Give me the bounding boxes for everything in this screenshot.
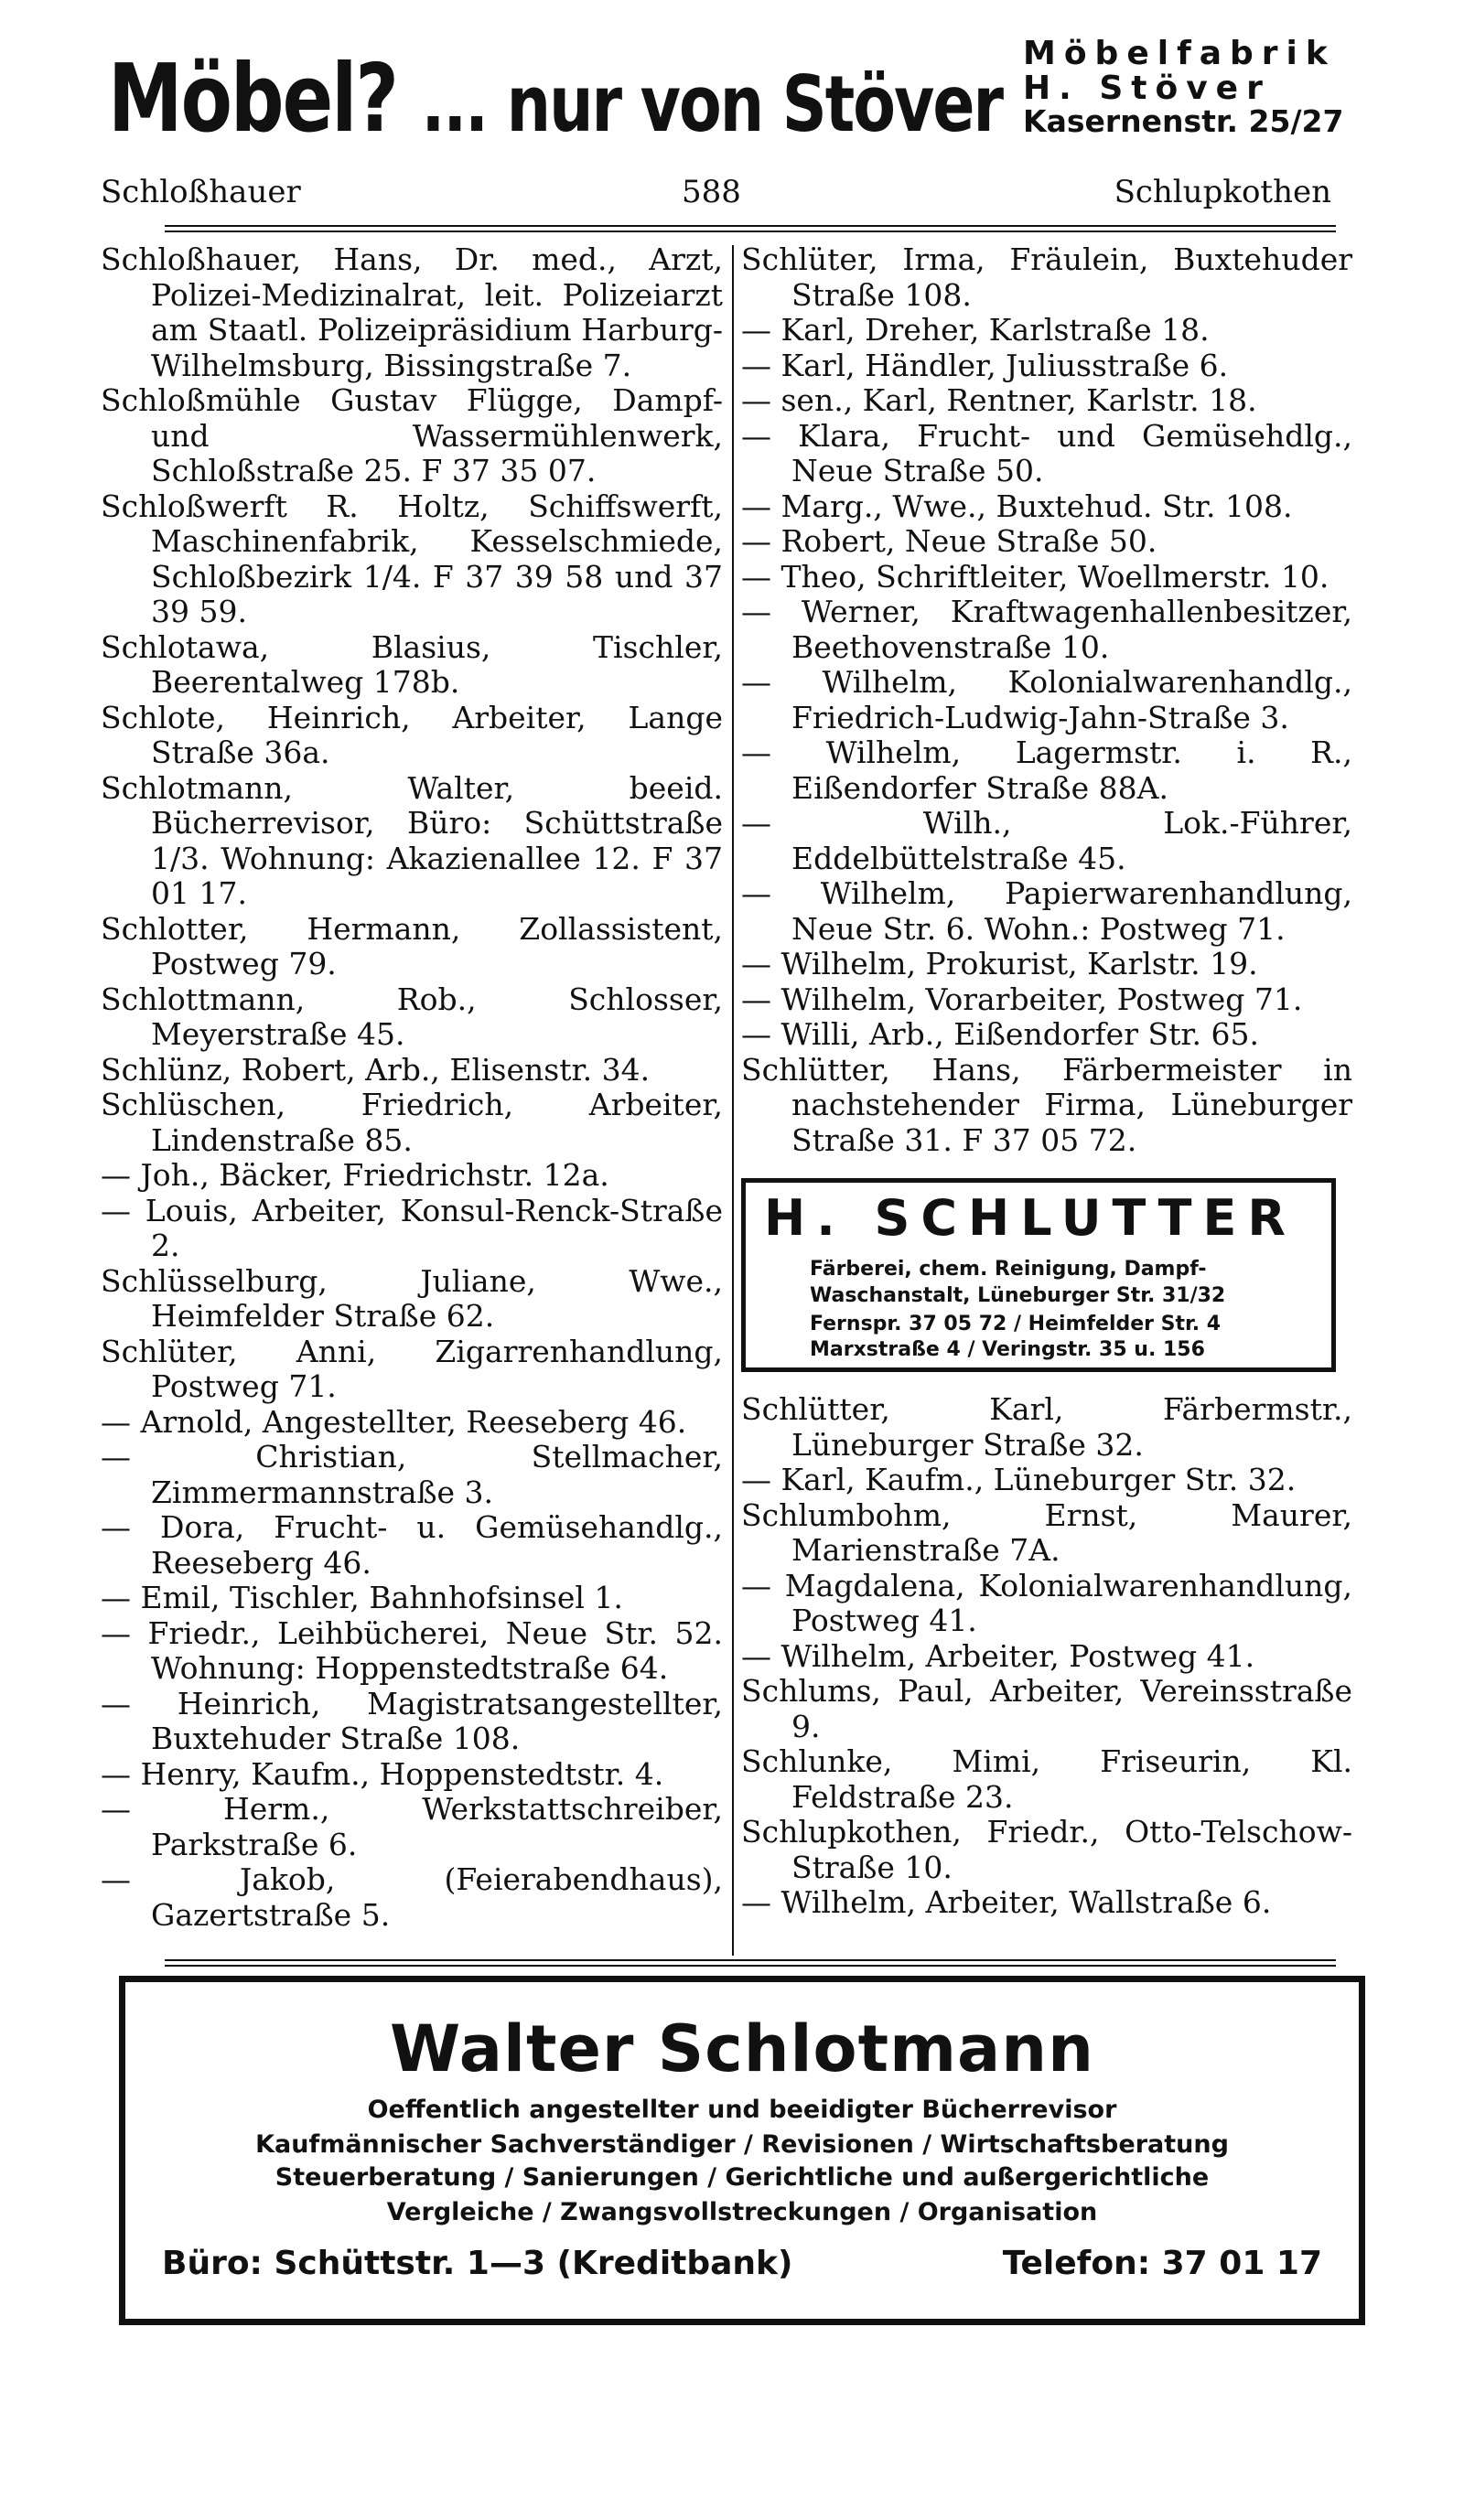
schlotmann-ad-office: Büro: Schüttstr. 1—3 (Kreditbank) — [162, 2245, 793, 2282]
directory-entry: — Wilh., Lok.-Führer, Eddelbüttelstraße 45. — [741, 805, 1352, 876]
directory-entry: Schlupkothen, Friedr., Otto-Telschow-Straße 10. — [741, 1814, 1352, 1885]
ad-firm-address: Kasernenstr. 25/27 — [1023, 102, 1344, 139]
schlutter-ad-line: Fernspr. 37 05 72 / Heimfelder Str. 4 — [810, 1313, 1222, 1335]
directory-entry: — Wilhelm, Papierwarenhandlung, Neue Str. 6. Wohn.: Postweg 71. — [741, 875, 1352, 947]
directory-entry: — Henry, Kaufm., Hoppenstedtstr. 4. — [101, 1755, 664, 1792]
footer-rule — [165, 1959, 1336, 1967]
directory-entry: — Joh., Bäcker, Friedrichstr. 12a. — [101, 1157, 609, 1193]
directory-entry: — Karl, Händler, Juliusstraße 6. — [741, 347, 1229, 383]
ad-firm-name: H. Stöver — [1023, 69, 1271, 107]
directory-entry: Schlüter, Anni, Zigarrenhandlung, Postweg 71. — [101, 1333, 723, 1404]
directory-entry: — Herm., Werkstattschreiber, Parkstraße 6. — [101, 1791, 723, 1862]
directory-entry: — Wilhelm, Vorarbeiter, Postweg 71. — [741, 981, 1303, 1017]
directory-entry: Schlotter, Hermann, Zollassistent, Postweg 79. — [101, 910, 723, 981]
directory-entry: Schlottmann, Rob., Schlosser, Meyerstraße 45. — [101, 981, 723, 1052]
schlotmann-ad-phone: Telefon: 37 01 17 — [1002, 2245, 1322, 2282]
right-column-bottom-entries — [741, 1392, 1352, 1921]
directory-entry: — Wilhelm, Prokurist, Karlstr. 19. — [741, 946, 1258, 981]
column-divider — [732, 245, 734, 1956]
directory-entry: Schlüter, Irma, Fräulein, Buxtehuder Straße 108. — [741, 241, 1352, 313]
directory-entry: — Arnold, Angestellter, Reeseberg 46. — [101, 1403, 687, 1440]
ad-slogan-main: Möbel? — [108, 45, 397, 154]
directory-entry: Schlotmann, Walter, beeid. Bücherrevisor, Büro: Schüttstraße 1/3. Wohnung: Akazienallee 12. F 37 01 17. — [101, 769, 723, 911]
directory-entry: Schlünz, Robert, Arb., Elisenstr. 34. — [101, 1051, 651, 1088]
schlotmann-advertisement — [119, 1976, 1365, 2325]
page-number: 588 — [682, 174, 741, 210]
schlotmann-ad-line: Steuerberatung / Sanierungen / Gerichtliche und außergerichtliche — [274, 2163, 1210, 2192]
directory-entry: Schloßwerft R. Holtz, Schiffswerft, Maschinenfabrik, Kesselschmiede, Schloßbezirk 1/4. F 37 39 58 und 37 39 59. — [101, 488, 723, 629]
directory-entry: Schlüsselburg, Juliane, Wwe., Heimfelder Straße 62. — [101, 1262, 723, 1334]
schlutter-ad-line: Waschanstalt, Lüneburger Str. 31/32 — [810, 1284, 1226, 1307]
directory-entry: — sen., Karl, Rentner, Karlstr. 18. — [741, 382, 1257, 418]
directory-entry: Schlütter, Hans, Färbermeister in nachstehender Firma, Lüneburger Straße 31. F 37 05 72. — [741, 1051, 1352, 1158]
right-column — [741, 242, 1352, 1921]
directory-entry: — Marg., Wwe., Buxtehud. Str. 108. — [741, 488, 1293, 524]
top-advertisement — [108, 35, 1344, 165]
ad-firm-type: Möbelfabrik — [1023, 35, 1336, 72]
schlutter-advertisement — [741, 1178, 1336, 1372]
directory-entry: — Theo, Schriftleiter, Woellmerstr. 10. — [741, 558, 1329, 595]
running-header — [101, 174, 1331, 220]
schlutter-ad-title: H. SCHLUTTER — [764, 1189, 1297, 1247]
directory-entry: — Wilhelm, Lagermstr. i. R., Eißendorfer Straße 88A. — [741, 735, 1352, 806]
directory-entry: — Magdalena, Kolonialwarenhandlung, Postweg 41. — [741, 1567, 1352, 1638]
schlotmann-ad-line: Kaufmännischer Sachverständiger / Revisionen / Wirtschaftsberatung — [255, 2130, 1229, 2159]
schlutter-ad-line: Färberei, chem. Reinigung, Dampf- — [810, 1258, 1207, 1281]
directory-entry: — Werner, Kraftwagenhallenbesitzer, Beethovenstraße 10. — [741, 594, 1352, 665]
schlutter-ad-line: Marxstraße 4 / Veringstr. 35 u. 156 — [810, 1338, 1205, 1361]
directory-entry: Schlunke, Mimi, Friseurin, Kl. Feldstraße 23. — [741, 1743, 1352, 1815]
directory-entry: — Karl, Dreher, Karlstraße 18. — [741, 312, 1210, 348]
directory-entry: Schlütter, Karl, Färbermstr., Lüneburger Straße 32. — [741, 1391, 1352, 1463]
ad-slogan-tail: ... nur von Stöver — [421, 59, 1002, 151]
directory-entry: — Friedr., Leihbücherei, Neue Str. 52. Wohnung: Hoppenstedtstraße 64. — [101, 1614, 723, 1686]
directory-entry: — Wilhelm, Arbeiter, Postweg 41. — [741, 1637, 1255, 1674]
left-column — [101, 242, 723, 1933]
schlotmann-ad-line: Vergleiche / Zwangsvollstreckungen / Organisation — [386, 2198, 1098, 2226]
header-last-entry: Schlupkothen — [1114, 174, 1331, 210]
directory-entry: — Louis, Arbeiter, Konsul-Renck-Straße 2. — [101, 1192, 723, 1263]
directory-entry: — Robert, Neue Straße 50. — [741, 523, 1157, 559]
directory-entry: — Christian, Stellmacher, Zimmermannstraße 3. — [101, 1439, 723, 1510]
directory-entry: Schlüschen, Friedrich, Arbeiter, Lindenstraße 85. — [101, 1087, 723, 1158]
header-first-entry: Schloßhauer — [101, 174, 301, 210]
ad-firm-block — [1023, 35, 1344, 139]
directory-entry: Schloßmühle Gustav Flügge, Dampf- und Wassermühlenwerk, Schloßstraße 25. F 37 35 07. — [101, 382, 723, 488]
directory-entry: — Wilhelm, Arbeiter, Wallstraße 6. — [741, 1884, 1272, 1920]
directory-entry: — Dora, Frucht- u. Gemüsehandlg., Reeseberg 46. — [101, 1509, 723, 1581]
directory-entry: Schloßhauer, Hans, Dr. med., Arzt, Polizei-Medizinalrat, leit. Polizeiarzt am Staatl. Polizeipräsidium Harburg-Wilhelmsburg, Bissingstraße 7. — [101, 241, 723, 383]
directory-entry: — Wilhelm, Kolonialwarenhandlg., Friedrich-Ludwig-Jahn-Straße 3. — [741, 664, 1352, 735]
directory-entry: Schlums, Paul, Arbeiter, Vereinsstraße 9. — [741, 1673, 1352, 1744]
schlotmann-ad-line: Oeffentlich angestellter und beeidigter Bücherrevisor — [367, 2096, 1117, 2124]
directory-entry: Schlumbohm, Ernst, Maurer, Marienstraße 7A. — [741, 1496, 1352, 1568]
directory-entry: — Willi, Arb., Eißendorfer Str. 65. — [741, 1016, 1259, 1052]
header-rule — [165, 225, 1336, 232]
ad-slogan — [108, 45, 1002, 154]
directory-entry: — Karl, Kaufm., Lüneburger Str. 32. — [741, 1462, 1297, 1497]
directory-entry: Schlotawa, Blasius, Tischler, Beerentalweg 178b. — [101, 628, 723, 700]
directory-entry: — Jakob, (Feierabendhaus), Gazertstraße 5. — [101, 1861, 723, 1933]
directory-entry: — Heinrich, Magistratsangestellter, Buxtehuder Straße 108. — [101, 1685, 723, 1756]
directory-entry: — Klara, Frucht- und Gemüsehdlg., Neue Straße 50. — [741, 417, 1352, 488]
directory-entry: — Emil, Tischler, Bahnhofsinsel 1. — [101, 1580, 623, 1615]
directory-entry: Schlote, Heinrich, Arbeiter, Lange Straße 36a. — [101, 699, 723, 770]
right-column-top-entries — [741, 242, 1352, 1158]
schlotmann-ad-name: Walter Schlotmann — [390, 2011, 1094, 2086]
